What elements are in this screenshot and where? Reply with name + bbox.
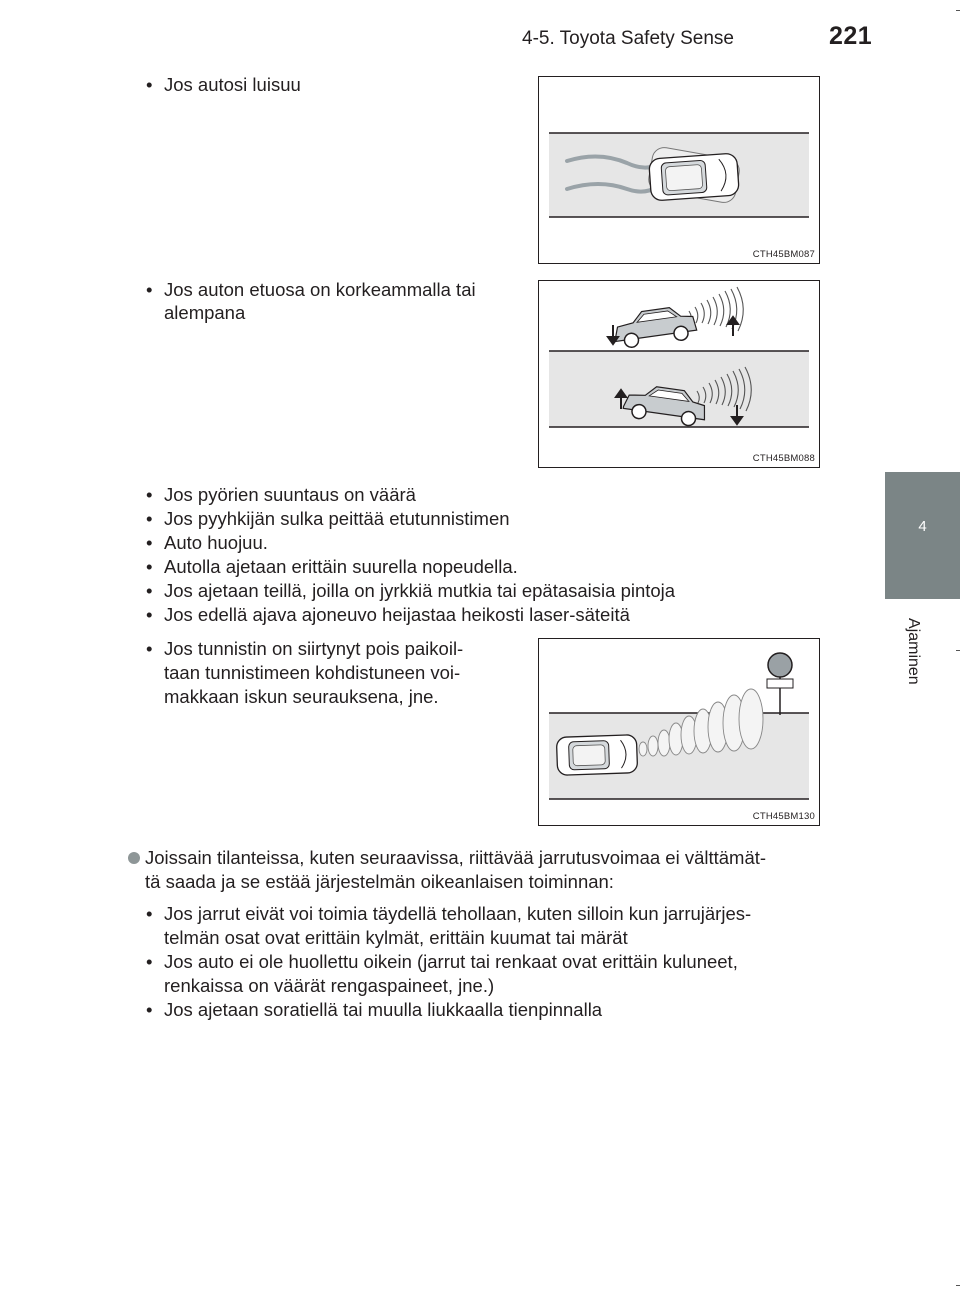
margin-tick [956,1285,960,1286]
bullet: • [146,638,153,659]
list-item: Jos pyörien suuntaus on väärä [164,484,416,505]
item-sensor-shift-line: Jos tunnistin on siirtynyt pois paikoil- [164,638,464,659]
item-front-height-line: alempana [164,302,246,323]
list-item: Jos edellä ajava ajoneuvo heijastaa heikosti laser-säteitä [164,604,630,625]
braking-gravel: Jos ajetaan soratiellä tai muulla liukkaalla tienpinnalla [164,999,603,1020]
bullet: • [146,484,153,505]
figure-code: CTH45BM087 [752,249,815,260]
chapter-number: 4 [918,518,927,535]
braking-intro-line: tä saada ja se estää järjestelmän oikeanlaisen toiminnan: [145,871,614,892]
braking-intro-line: Joissain tilanteissa, kuten seuraavissa, riittävää jarrutusvoimaa ei välttämät- [145,847,767,868]
braking-maintenance-line: renkaissa on väärät rengaspaineet, jne.) [164,975,495,996]
bullet: • [146,556,153,577]
bullet: • [146,279,153,300]
braking-brakes-line: Jos jarrut eivät voi toimia täydellä tehollaan, kuten silloin kun jarrujärjes- [164,903,752,924]
car-nose-up [612,304,698,349]
margin-tick [956,650,960,651]
bullet: • [146,999,153,1020]
figure-code: CTH45BM088 [752,453,815,464]
list-item: Autolla ajetaan erittäin suurella nopeudella. [164,556,518,577]
road-sign [767,653,793,715]
car-top-view [556,735,637,776]
item-skid: Jos autosi luisuu [164,74,301,95]
list-item: Jos pyyhkijän sulka peittää etutunnistimen [164,508,510,529]
item-sensor-shift-line: makkaan iskun seurauksena, jne. [164,686,439,707]
bullet: • [146,903,153,924]
skidding-car [649,153,740,201]
bullet: • [146,604,153,625]
item-sensor-shift-line: taan tunnistimeen kohdistuneen voi- [164,662,461,683]
round-bullet-icon [128,852,140,864]
section-title: 4-5. Toyota Safety Sense [522,28,734,49]
figure-skidding-car [538,76,820,264]
bullet: • [146,508,153,529]
braking-brakes-line: telmän osat ovat erittäin kylmät, erittäin kuumat tai märät [164,927,628,948]
figure-code: CTH45BM130 [752,811,815,822]
chapter-title: Ajaminen [905,618,922,685]
misaligned-sensor-illustration [539,639,819,825]
list-item: Auto huojuu. [164,532,268,553]
bullet: • [146,580,153,601]
figure-misaligned-sensor [538,638,820,826]
page-number: 221 [829,22,873,50]
skidding-car-illustration [539,77,819,263]
car-pitch-illustration [539,281,819,467]
arrow-up-icon [728,317,738,336]
bullet: • [146,532,153,553]
figure-car-pitch [538,280,820,468]
item-front-height-line: Jos auton etuosa on korkeammalla tai [164,279,476,300]
bullet: • [146,951,153,972]
braking-maintenance-line: Jos auto ei ole huollettu oikein (jarrut tai renkaat ovat erittäin kuluneet, [164,951,738,972]
chapter-tab [885,472,960,599]
bullet: • [146,74,153,95]
margin-tick [956,10,960,11]
list-item: Jos ajetaan teillä, joilla on jyrkkiä mutkia tai epätasaisia pintoja [164,580,676,601]
